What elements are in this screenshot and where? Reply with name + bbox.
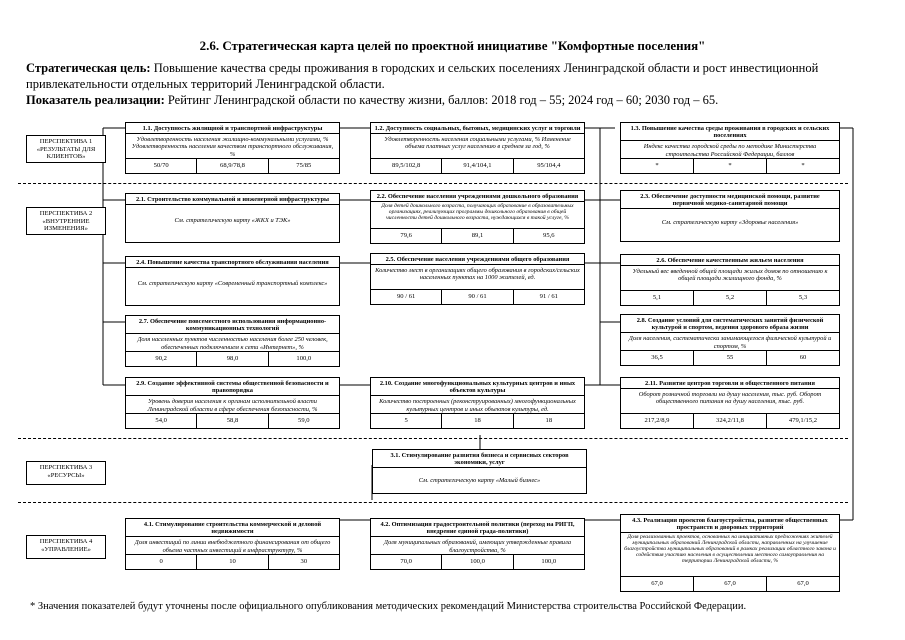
goal-2-4-desc: См. стратегическую карту «Современный транспортный комплекс» (137, 280, 328, 288)
goal-1-1-desc: Удовлетворенность населения жилищно-коммунальными услугами, % Удовлетворенность населения качеством транспортного обслуживания, % (131, 136, 334, 158)
goal-2-7-values (126, 351, 339, 366)
goal-3-1-title: 3.1. Стимулирование развития бизнеса и сервисных секторов экономики, услуг (373, 450, 586, 468)
goal-2-4 (125, 256, 340, 306)
goal-2-9-title: 2.9. Создание эффективной системы общественной безопасности и правопорядка (126, 378, 339, 396)
value-cell: * (801, 162, 805, 169)
value-cell: 70,0 (371, 555, 442, 569)
value-cell: 217,2/8,9 (621, 414, 694, 428)
perspective-4: ПЕРСПЕКТИВА 4 «УПРАВЛЕНИЕ» (26, 535, 106, 559)
page-title: 2.6. Стратегическая карта целей по проектной инициативе "Комфортные поселения" (199, 38, 706, 53)
separator-1 (18, 183, 848, 184)
value-cell: 5,3 (798, 294, 808, 301)
goal-3-1 (372, 449, 587, 494)
goal-2-8-values (621, 350, 839, 365)
value-cell: 54,0 (126, 414, 197, 428)
value-cell: 90,2 (126, 352, 197, 366)
value-cell: 100,0 (541, 558, 557, 565)
value-cell: 67,0 (621, 577, 694, 591)
goal-4-2-desc: Доля муниципальных образований, имеющих утвержденные правила благоустройства, % (383, 539, 572, 554)
value-cell: 91,4/104,1 (442, 159, 513, 173)
value-cell: 36,5 (621, 351, 694, 365)
value-cell: 90 / 61 (442, 290, 513, 304)
goal-4-1 (125, 518, 340, 570)
indicator-text: Рейтинг Ленинградской области по качеству жизни, баллов: 2018 год – 55; 2024 год – 60; 2030 год – 65. (167, 93, 719, 107)
value-cell: 479,1/15,2 (788, 417, 818, 424)
value-cell: 68,9/78,8 (197, 159, 268, 173)
value-cell: 60 (799, 354, 807, 361)
goal-2-9 (125, 377, 340, 429)
goal-2-11-desc: Оборот розничной торговли на душу населения, тыс. руб. Оборот общественного питания на душу населения, тыс. руб. (638, 391, 822, 406)
goal-2-7 (125, 315, 340, 367)
goal-2-6-title: 2.6. Обеспечение качественным жильем населения (621, 255, 839, 266)
strategic-goal-text: Повышение качества среды проживания в городских и сельских поселениях Ленинградской области и рост инвестиционной привлекательности отдельных территорий Ленинградской области. (26, 61, 819, 91)
goal-2-10-title: 2.10. Создание многофункциональных культурных центров и иных объектов культуры (371, 378, 584, 396)
goal-2-11-title: 2.11. Развитие центров торговли и общественного питания (621, 378, 839, 389)
goal-2-5-values (371, 289, 584, 304)
goal-4-3 (620, 514, 840, 592)
perspective-3: ПЕРСПЕКТИВА 3 «РЕСУРСЫ» (26, 461, 106, 485)
goal-2-11 (620, 377, 840, 429)
goal-1-1-values (126, 158, 339, 173)
goal-4-2-title: 4.2. Оптимизация градостроительной политики (переход на РИГП, внедрение единой града-политики) (371, 519, 584, 537)
goal-2-1 (125, 193, 340, 243)
value-cell: 5 (371, 414, 442, 428)
goal-4-1-desc: Доля инвестиций по линии внебюджетного финансирования от общего объема частных инвестиций в инфраструктуру, % (134, 539, 331, 554)
goal-2-4-title: 2.4. Повышение качества транспортного обслуживания населения (126, 257, 339, 268)
value-cell: 50/70 (126, 159, 197, 173)
value-cell: 0 (126, 555, 197, 569)
value-cell: 98,0 (197, 352, 268, 366)
goal-1-3 (620, 122, 840, 174)
goal-4-1-values (126, 554, 339, 569)
value-cell: 30 (300, 558, 308, 565)
goal-2-10 (370, 377, 585, 429)
value-cell: 67,0 (694, 577, 767, 591)
goal-2-10-values (371, 413, 584, 428)
goal-1-2 (370, 122, 585, 174)
goal-2-7-title: 2.7. Обеспечение повсеместного использования информационно-коммуникационных технологий (126, 316, 339, 334)
goal-2-3-desc: См. стратегическую карту «Здоровье населения» (661, 219, 799, 227)
goal-4-3-title: 4.3. Реализация проектов благоустройства, развитие общественных пространств и дворовых территорий (621, 515, 839, 533)
separator-2 (18, 438, 848, 439)
separator-3 (18, 502, 848, 503)
value-cell: 95,6 (543, 232, 555, 239)
value-cell: 58,8 (197, 414, 268, 428)
goal-2-1-desc: См. стратегическую карту «ЖКХ и ТЭК» (174, 217, 291, 225)
goal-2-8-desc: Доля населения, систематически занимающегося физической культурой и спортом, % (628, 335, 832, 350)
goal-3-1-desc: См. стратегическую карту «Малый бизнес» (418, 477, 541, 485)
goal-2-7-desc: Доля населенных пунктов численностью населения более 250 человек, обеспеченных подключением к сети «Интернет», % (137, 336, 328, 351)
value-cell: 10 (197, 555, 268, 569)
indicator-label: Показатель реализации: (26, 93, 165, 107)
goal-4-2 (370, 518, 585, 570)
goal-2-11-values (621, 413, 839, 428)
goal-2-9-values (126, 413, 339, 428)
goal-2-5-desc: Количество мест в организациях общего образования в городских/сельских населенных пунктах на 1000 жителей, ед. (375, 267, 580, 282)
goal-4-2-values (371, 554, 584, 569)
goal-2-3 (620, 190, 840, 242)
value-cell: 89,1 (442, 229, 513, 243)
value-cell: 100,0 (442, 555, 513, 569)
value-cell: 90 / 61 (371, 290, 442, 304)
goal-2-6-desc: Удельный вес введенной общей площади жилых домов по отношению к общей площади жилищного фонда, % (632, 268, 828, 283)
value-cell: 59,0 (298, 417, 310, 424)
goal-2-5-title: 2.5. Обеспечение населения учреждениями общего образования (371, 254, 584, 265)
value-cell: 75/85 (296, 162, 312, 169)
value-cell: 89,5/102,8 (371, 159, 442, 173)
goal-2-2 (370, 190, 585, 244)
goal-2-8-title: 2.8. Создание условий для систематических занятий физической культурой и спортом, ведения здорового образа жизни (621, 315, 839, 333)
perspective-2: ПЕРСПЕКТИВА 2 «ВНУТРЕННИЕ ИЗМЕНЕНИЯ» (26, 207, 106, 235)
goal-2-2-title: 2.2. Обеспечение населения учреждениями дошкольного образования (371, 191, 584, 202)
value-cell: 18 (442, 414, 513, 428)
goal-1-1 (125, 122, 340, 174)
value-cell: 91 / 61 (539, 293, 558, 300)
value-cell: * (621, 159, 694, 173)
goal-1-3-values (621, 158, 839, 173)
value-cell: 5,1 (621, 291, 694, 305)
goal-2-3-title: 2.3. Обеспечение доступности медицинской помощи, развитие первичной медико-санитарной помощи (621, 191, 839, 209)
goal-2-6-values (621, 290, 839, 305)
goal-2-10-desc: Количество построенных (реконструированных) многофункциональных культурных центров и иных объектов культуры, ед. (379, 398, 576, 413)
perspective-1: ПЕРСПЕКТИВА 1 «РЕЗУЛЬТАТЫ ДЛЯ КЛИЕНТОВ» (26, 135, 106, 163)
value-cell: * (694, 159, 767, 173)
goal-1-3-title: 1.3. Повышение качества среды проживания в городских и сельских поселениях (621, 123, 839, 141)
goal-1-2-desc: Удовлетворенность населения социальными услугами, % Изменение объема платных услуг населению в среднем за год, % (384, 136, 571, 151)
goal-1-1-title: 1.1. Доступность жилищной и транспортной инфраструктуры (126, 123, 339, 134)
strategic-goal-label: Стратегическая цель: (26, 61, 151, 75)
value-cell: 100,0 (296, 355, 312, 362)
value-cell: 55 (694, 351, 767, 365)
goal-1-2-values (371, 158, 584, 173)
value-cell: 18 (545, 417, 553, 424)
goal-1-3-desc: Индекс качества городской среды по методике Министерства строительства Российской Федерации, баллов (643, 143, 817, 158)
value-cell: 67,0 (797, 580, 809, 587)
goal-1-2-title: 1.2. Доступность социальных, бытовых, медицинских услуг и торговли (371, 123, 584, 134)
goal-2-2-desc: Доля детей дошкольного возраста, получающих образование в образовательных организациях, реализующих программы дошкольного образования в общей численности детей дошкольного возраста, нуждающихся в такой услуге, % (381, 203, 574, 222)
goal-2-5 (370, 253, 585, 305)
footnote: * Значения показателей будут уточнены после официального опубликования методических рекомендаций Министерства строительства Российской Федерации. (30, 601, 747, 612)
value-cell: 324,2/11,8 (694, 414, 767, 428)
goal-2-1-title: 2.1. Строительство коммунальной и инженерной инфраструктуры (126, 194, 339, 205)
goal-4-3-values (621, 576, 839, 591)
goal-2-6 (620, 254, 840, 306)
goal-4-1-title: 4.1. Стимулирование строительства коммерческой и деловой недвижимости (126, 519, 339, 537)
value-cell: 5,2 (694, 291, 767, 305)
value-cell: 79,6 (371, 229, 442, 243)
goal-2-2-values (371, 228, 584, 243)
goal-2-9-desc: Уровень доверия населения к органам исполнительной власти Ленинградской области в сфере обеспечения безопасности, % (147, 398, 318, 413)
goal-2-8 (620, 314, 840, 366)
value-cell: 95/104,4 (537, 162, 561, 169)
goal-4-3-desc: Доля реализованных проектов, основанных на инициативных предложениях жителей муниципальных образований Ленинградской области, направленных на улучшение благоустройства муниципальных образований в рамках реализации областного закона и содействия участию населения в осуществлении местного самоуправления на территории Ленинградской области, % (624, 534, 836, 565)
